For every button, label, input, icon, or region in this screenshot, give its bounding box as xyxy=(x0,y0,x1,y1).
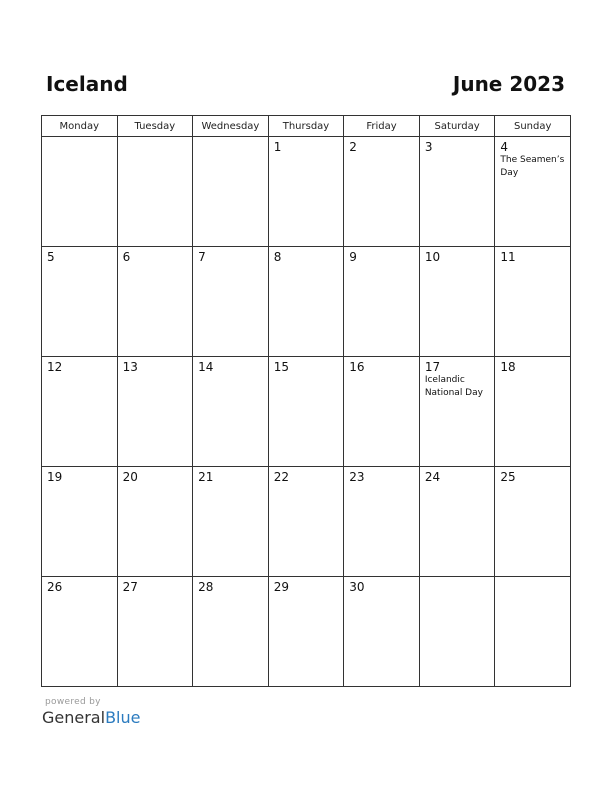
day-cell xyxy=(268,357,344,467)
day-number: 16 xyxy=(349,360,365,374)
generalblue-logo xyxy=(42,708,140,728)
day-number: 10 xyxy=(424,250,441,264)
day-number: 24 xyxy=(424,470,441,484)
empty-day-cell xyxy=(42,137,118,247)
day-number: 11 xyxy=(500,250,516,264)
day-cell xyxy=(344,247,420,357)
day-cell xyxy=(117,247,193,357)
day-cell xyxy=(495,467,571,577)
day-cell xyxy=(419,137,495,247)
day-number: 26 xyxy=(47,580,63,594)
day-number: 12 xyxy=(47,360,63,374)
footer-branding xyxy=(42,696,140,728)
week-row xyxy=(42,137,571,247)
empty-day-cell xyxy=(117,137,193,247)
country-title: Iceland xyxy=(46,72,128,96)
brand-general-text: General xyxy=(42,708,106,727)
brand-blue-text: Blue xyxy=(105,708,141,727)
day-cell xyxy=(193,357,269,467)
weekday-header: Monday xyxy=(42,116,118,137)
week-row xyxy=(42,357,571,467)
day-cell xyxy=(193,247,269,357)
month-year-title: June 2023 xyxy=(452,72,565,96)
day-number: 2 xyxy=(349,140,357,154)
weekday-header: Wednesday xyxy=(193,116,269,137)
week-row xyxy=(42,247,571,357)
day-number: 19 xyxy=(47,470,63,484)
day-cell xyxy=(268,467,344,577)
day-number: 29 xyxy=(273,580,289,594)
day-number: 30 xyxy=(349,580,365,594)
day-cell xyxy=(42,577,118,687)
day-cell xyxy=(42,467,118,577)
weekday-header: Friday xyxy=(344,116,420,137)
day-number: 1 xyxy=(273,140,282,154)
day-number: 18 xyxy=(500,360,516,374)
week-row xyxy=(42,467,571,577)
day-cell xyxy=(344,357,420,467)
day-number xyxy=(495,577,570,580)
empty-day-cell xyxy=(495,577,571,687)
day-cell xyxy=(268,247,344,357)
day-cell xyxy=(268,577,344,687)
day-cell xyxy=(344,467,420,577)
day-number xyxy=(42,137,117,140)
empty-day-cell xyxy=(419,577,495,687)
day-cell xyxy=(495,357,571,467)
holiday-label: The Seamen’s Day xyxy=(500,155,565,178)
weekday-header: Tuesday xyxy=(117,116,193,137)
day-cell xyxy=(193,577,269,687)
day-number: 8 xyxy=(273,250,282,264)
day-number: 15 xyxy=(273,360,289,374)
day-number: 25 xyxy=(500,470,516,484)
day-cell xyxy=(42,247,118,357)
day-cell xyxy=(419,467,495,577)
calendar-grid xyxy=(41,115,571,687)
day-cell xyxy=(419,247,495,357)
day-cell xyxy=(495,137,571,247)
day-cell xyxy=(117,357,193,467)
holiday-label: Icelandic National Day xyxy=(424,375,483,398)
day-cell xyxy=(344,577,420,687)
day-number: 28 xyxy=(198,580,214,594)
day-number xyxy=(118,137,193,140)
day-number: 17 xyxy=(424,360,441,374)
week-row xyxy=(42,577,571,687)
day-cell xyxy=(344,137,420,247)
day-number: 13 xyxy=(122,360,138,374)
day-cell xyxy=(117,467,193,577)
day-cell xyxy=(268,137,344,247)
weekday-header: Thursday xyxy=(268,116,344,137)
day-number: 20 xyxy=(122,470,138,484)
day-number: 22 xyxy=(273,470,289,484)
day-number: 23 xyxy=(349,470,365,484)
day-number: 14 xyxy=(198,360,214,374)
day-number xyxy=(193,137,268,140)
day-number: 6 xyxy=(122,250,131,264)
weekday-header: Sunday xyxy=(495,116,571,137)
day-number: 21 xyxy=(198,470,214,484)
empty-day-cell xyxy=(193,137,269,247)
day-number xyxy=(420,577,495,580)
day-number: 5 xyxy=(47,250,55,264)
day-cell xyxy=(42,357,118,467)
day-number: 4 xyxy=(500,140,509,154)
powered-by-text: powered by xyxy=(45,697,101,707)
weekday-header-row xyxy=(42,116,571,137)
day-number: 3 xyxy=(424,140,433,154)
day-number: 7 xyxy=(198,250,206,264)
weekday-header: Saturday xyxy=(419,116,495,137)
day-cell xyxy=(193,467,269,577)
day-cell xyxy=(117,577,193,687)
day-number: 9 xyxy=(349,250,357,264)
day-number: 27 xyxy=(122,580,138,594)
day-cell xyxy=(419,357,495,467)
day-cell xyxy=(495,247,571,357)
